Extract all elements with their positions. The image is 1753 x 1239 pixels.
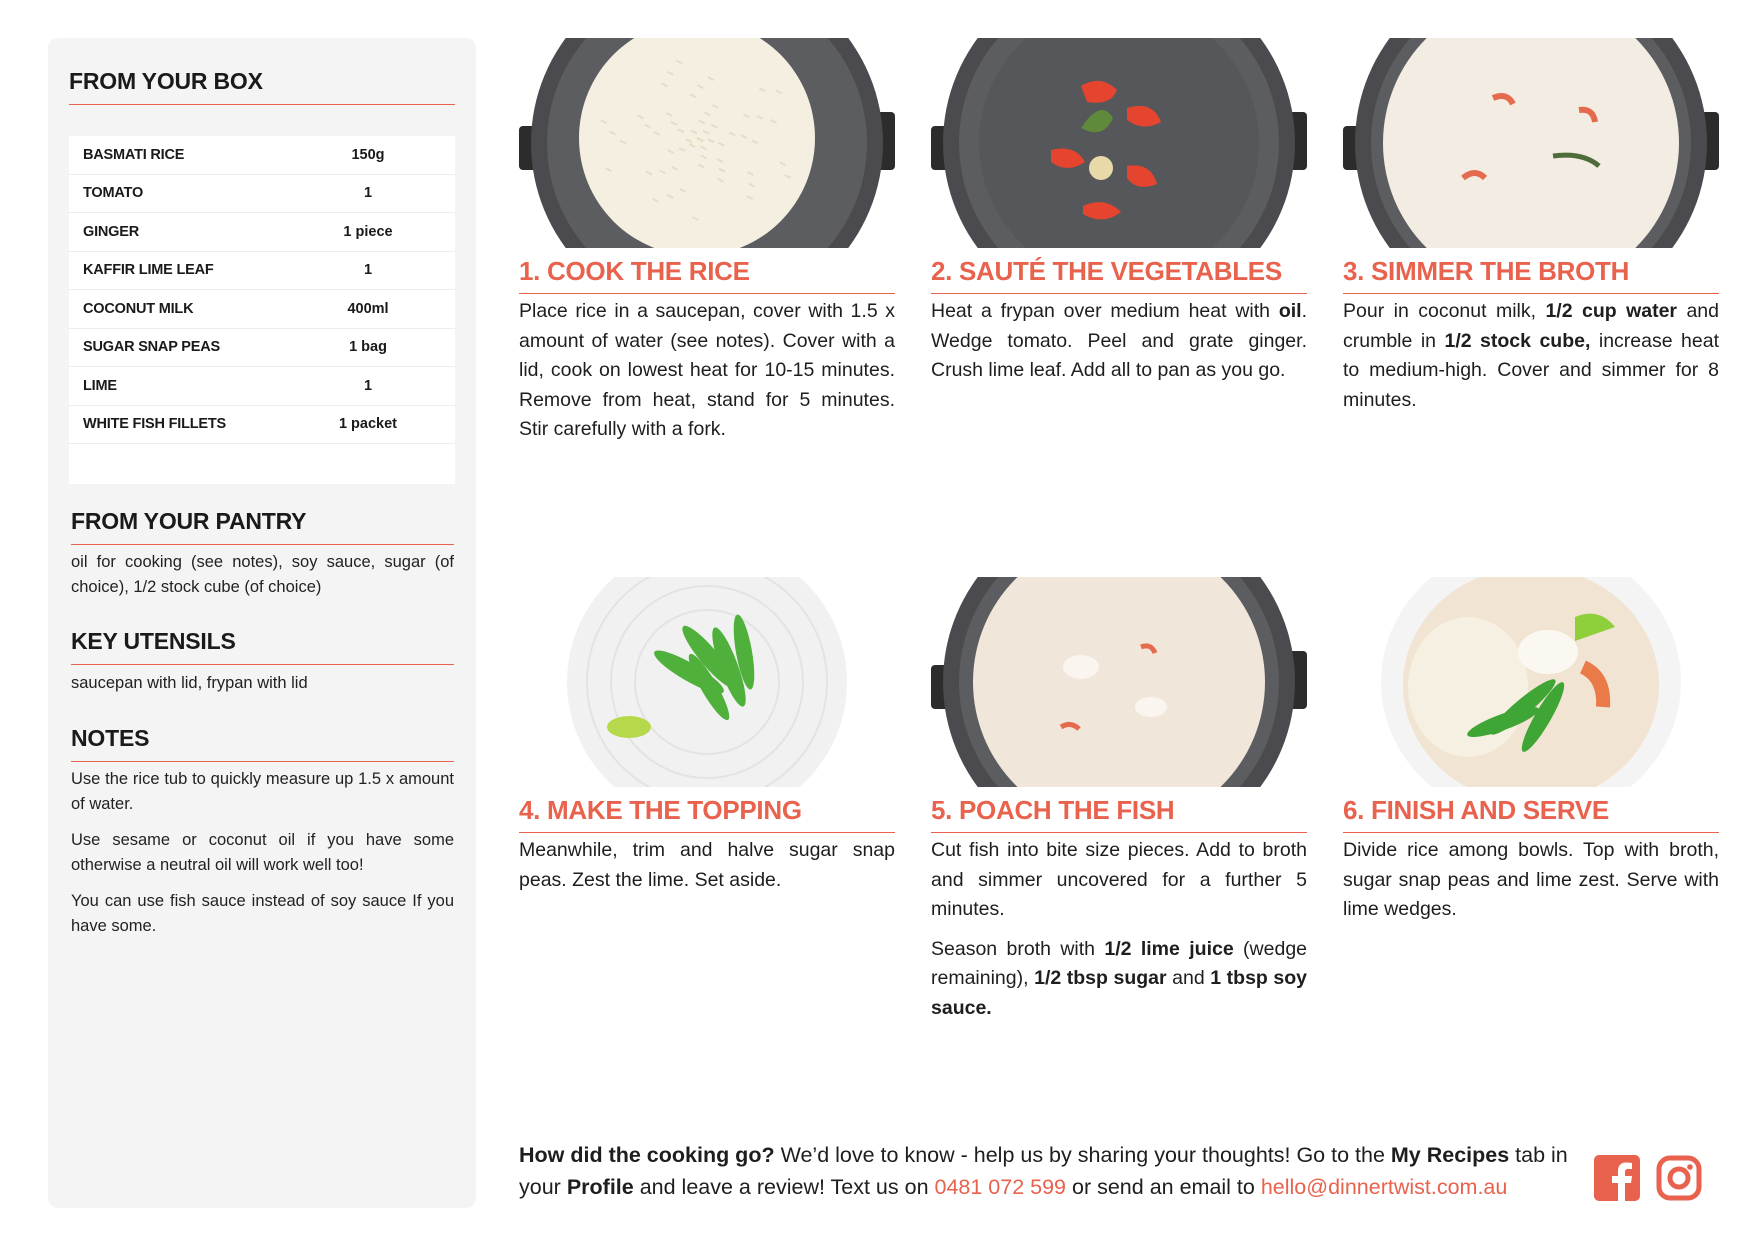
instruction-text: Pour in coconut milk, [1343,300,1546,322]
step-title: 6. FINISH AND SERVE [1343,795,1719,833]
instruction-paragraph [1343,836,1719,925]
instagram-icon[interactable] [1656,1155,1702,1201]
step-photo [931,577,1307,787]
utensils-text: saucepan with lid, frypan with lid [71,674,308,692]
profile-link[interactable]: Profile [566,1174,634,1199]
note-3: You can use fish sauce instead of soy sauce If you have some. [71,892,454,935]
step-title: 4. MAKE THE TOPPING [519,795,895,833]
step-instructions [931,836,1307,1033]
ingredient-emphasis: 1 tbsp soy sauce. [931,967,1307,1019]
ingredient-emphasis: oil [1278,300,1302,322]
step-title: 1. COOK THE RICE [519,256,895,294]
instruction-text: Meanwhile, trim and halve sugar snap peas. Zest the lime. Set aside. [519,839,895,891]
pantry-heading: FROM YOUR PANTRY [71,508,454,545]
step-instructions [1343,297,1719,425]
ingredient-row [69,252,455,291]
step-instructions [1343,836,1719,935]
ingredient-row [69,290,455,329]
ingredient-row [69,329,455,368]
ingredient-qty: 1 [363,262,373,279]
instruction-paragraph [1343,297,1719,415]
instruction-text: . Wedge tomato. Peel and grate ginger. Crush lime leaf. Add all to pan as you go. [931,300,1307,381]
note-2: Use sesame or coconut oil if you have some otherwise a neutral oil will work well too! [71,831,454,874]
box-heading: FROM YOUR BOX [69,68,455,105]
instruction-paragraph [931,935,1307,1024]
instruction-text: Cut fish into bite size pieces. Add to broth and simmer uncovered for a further 5 minutes. [931,839,1307,920]
phone-link[interactable]: 0481 072 599 [934,1174,1067,1199]
instruction-text: Season broth with [931,937,1105,960]
ingredient-qty: 1 [363,377,373,394]
ingredient-name: GINGER [83,223,139,240]
feedback-question: How did the cooking go? [519,1143,775,1167]
email-link[interactable]: hello@dinnertwist.com.au [1260,1174,1508,1199]
step-title: 5. POACH THE FISH [931,795,1307,833]
ingredient-qty: 1 [363,185,373,202]
feedback-text-3: and leave a review! Text us on [633,1174,935,1199]
step-photo [519,577,895,787]
ingredient-name: BASMATI RICE [83,146,185,163]
ingredient-name: LIME [83,377,117,394]
ingredient-emphasis: 1/2 tbsp sugar [1034,967,1167,989]
ingredient-qty: 1 bag [349,339,387,356]
instruction-text: Place rice in a saucepan, cover with 1.5 x amount of water (see notes). Cover with a lid, cook on lowest heat for 10-15 minutes. Remove from heat, stand for 5 minutes. Stir carefully with a fork. [519,300,895,440]
instruction-text: Divide rice among bowls. Top with broth, sugar snap peas and lime zest. Serve with lime wedges. [1343,839,1719,920]
ingredient-name: WHITE FISH FILLETS [83,416,227,433]
facebook-icon[interactable] [1594,1155,1640,1201]
instruction-text: and crumble in [1343,300,1719,352]
my-recipes-link[interactable]: My Recipes [1390,1143,1510,1167]
ingredient-qty: 150g [351,146,385,163]
instruction-paragraph [519,836,895,895]
feedback-text-1: We’d love to know - help us by sharing your thoughts! Go to the [774,1143,1391,1167]
pantry-text: oil for cooking (see notes), soy sauce, sugar (of choice), 1/2 stock cube (of choice) [71,553,454,596]
feedback-text-4: or send an email to [1066,1174,1261,1199]
instruction-paragraph [931,297,1307,386]
step-title: 3. SIMMER THE BROTH [1343,256,1719,294]
ingredient-emphasis: 1/2 cup water [1545,300,1678,322]
notes-heading: NOTES [71,725,454,762]
instruction-text: and [1166,967,1211,989]
step-instructions [519,297,895,455]
ingredient-row [69,175,455,214]
ingredient-row [69,406,455,445]
ingredient-emphasis: 1/2 stock cube, [1444,329,1591,352]
ingredient-name: COCONUT MILK [83,300,194,317]
step-photo [1343,577,1719,787]
ingredient-qty: 400ml [347,300,389,317]
step-title: 2. SAUTÉ THE VEGETABLES [931,256,1307,294]
ingredients-panel [48,38,476,1208]
ingredient-row [69,213,455,252]
step-photo [1343,38,1719,248]
step-photo [519,38,895,248]
feedback-footer [519,1140,1589,1203]
ingredient-name: SUGAR SNAP PEAS [83,339,220,356]
ingredient-name: KAFFIR LIME LEAF [83,262,214,279]
instruction-paragraph [931,836,1307,925]
utensils-heading: KEY UTENSILS [71,628,454,665]
ingredient-emphasis: 1/2 lime juice [1104,937,1234,960]
instruction-text: Heat a frypan over medium heat with [931,300,1279,322]
instruction-paragraph [519,297,895,445]
feedback-text-2: tab in your [519,1143,1568,1199]
box-ingredients-table [69,136,455,484]
ingredient-name: TOMATO [83,185,144,202]
note-1: Use the rice tub to quickly measure up 1.5 x amount of water. [71,770,454,813]
step-instructions [931,297,1307,396]
instruction-text: (wedge remaining), [931,937,1308,989]
step-photo [931,38,1307,248]
instruction-text: increase heat to medium-high. Cover and simmer for 8 minutes. [1343,329,1719,411]
ingredient-qty: 1 packet [338,416,398,433]
ingredient-row [69,367,455,406]
step-instructions [519,836,895,905]
ingredient-qty: 1 piece [343,223,393,240]
ingredient-row [69,136,455,175]
